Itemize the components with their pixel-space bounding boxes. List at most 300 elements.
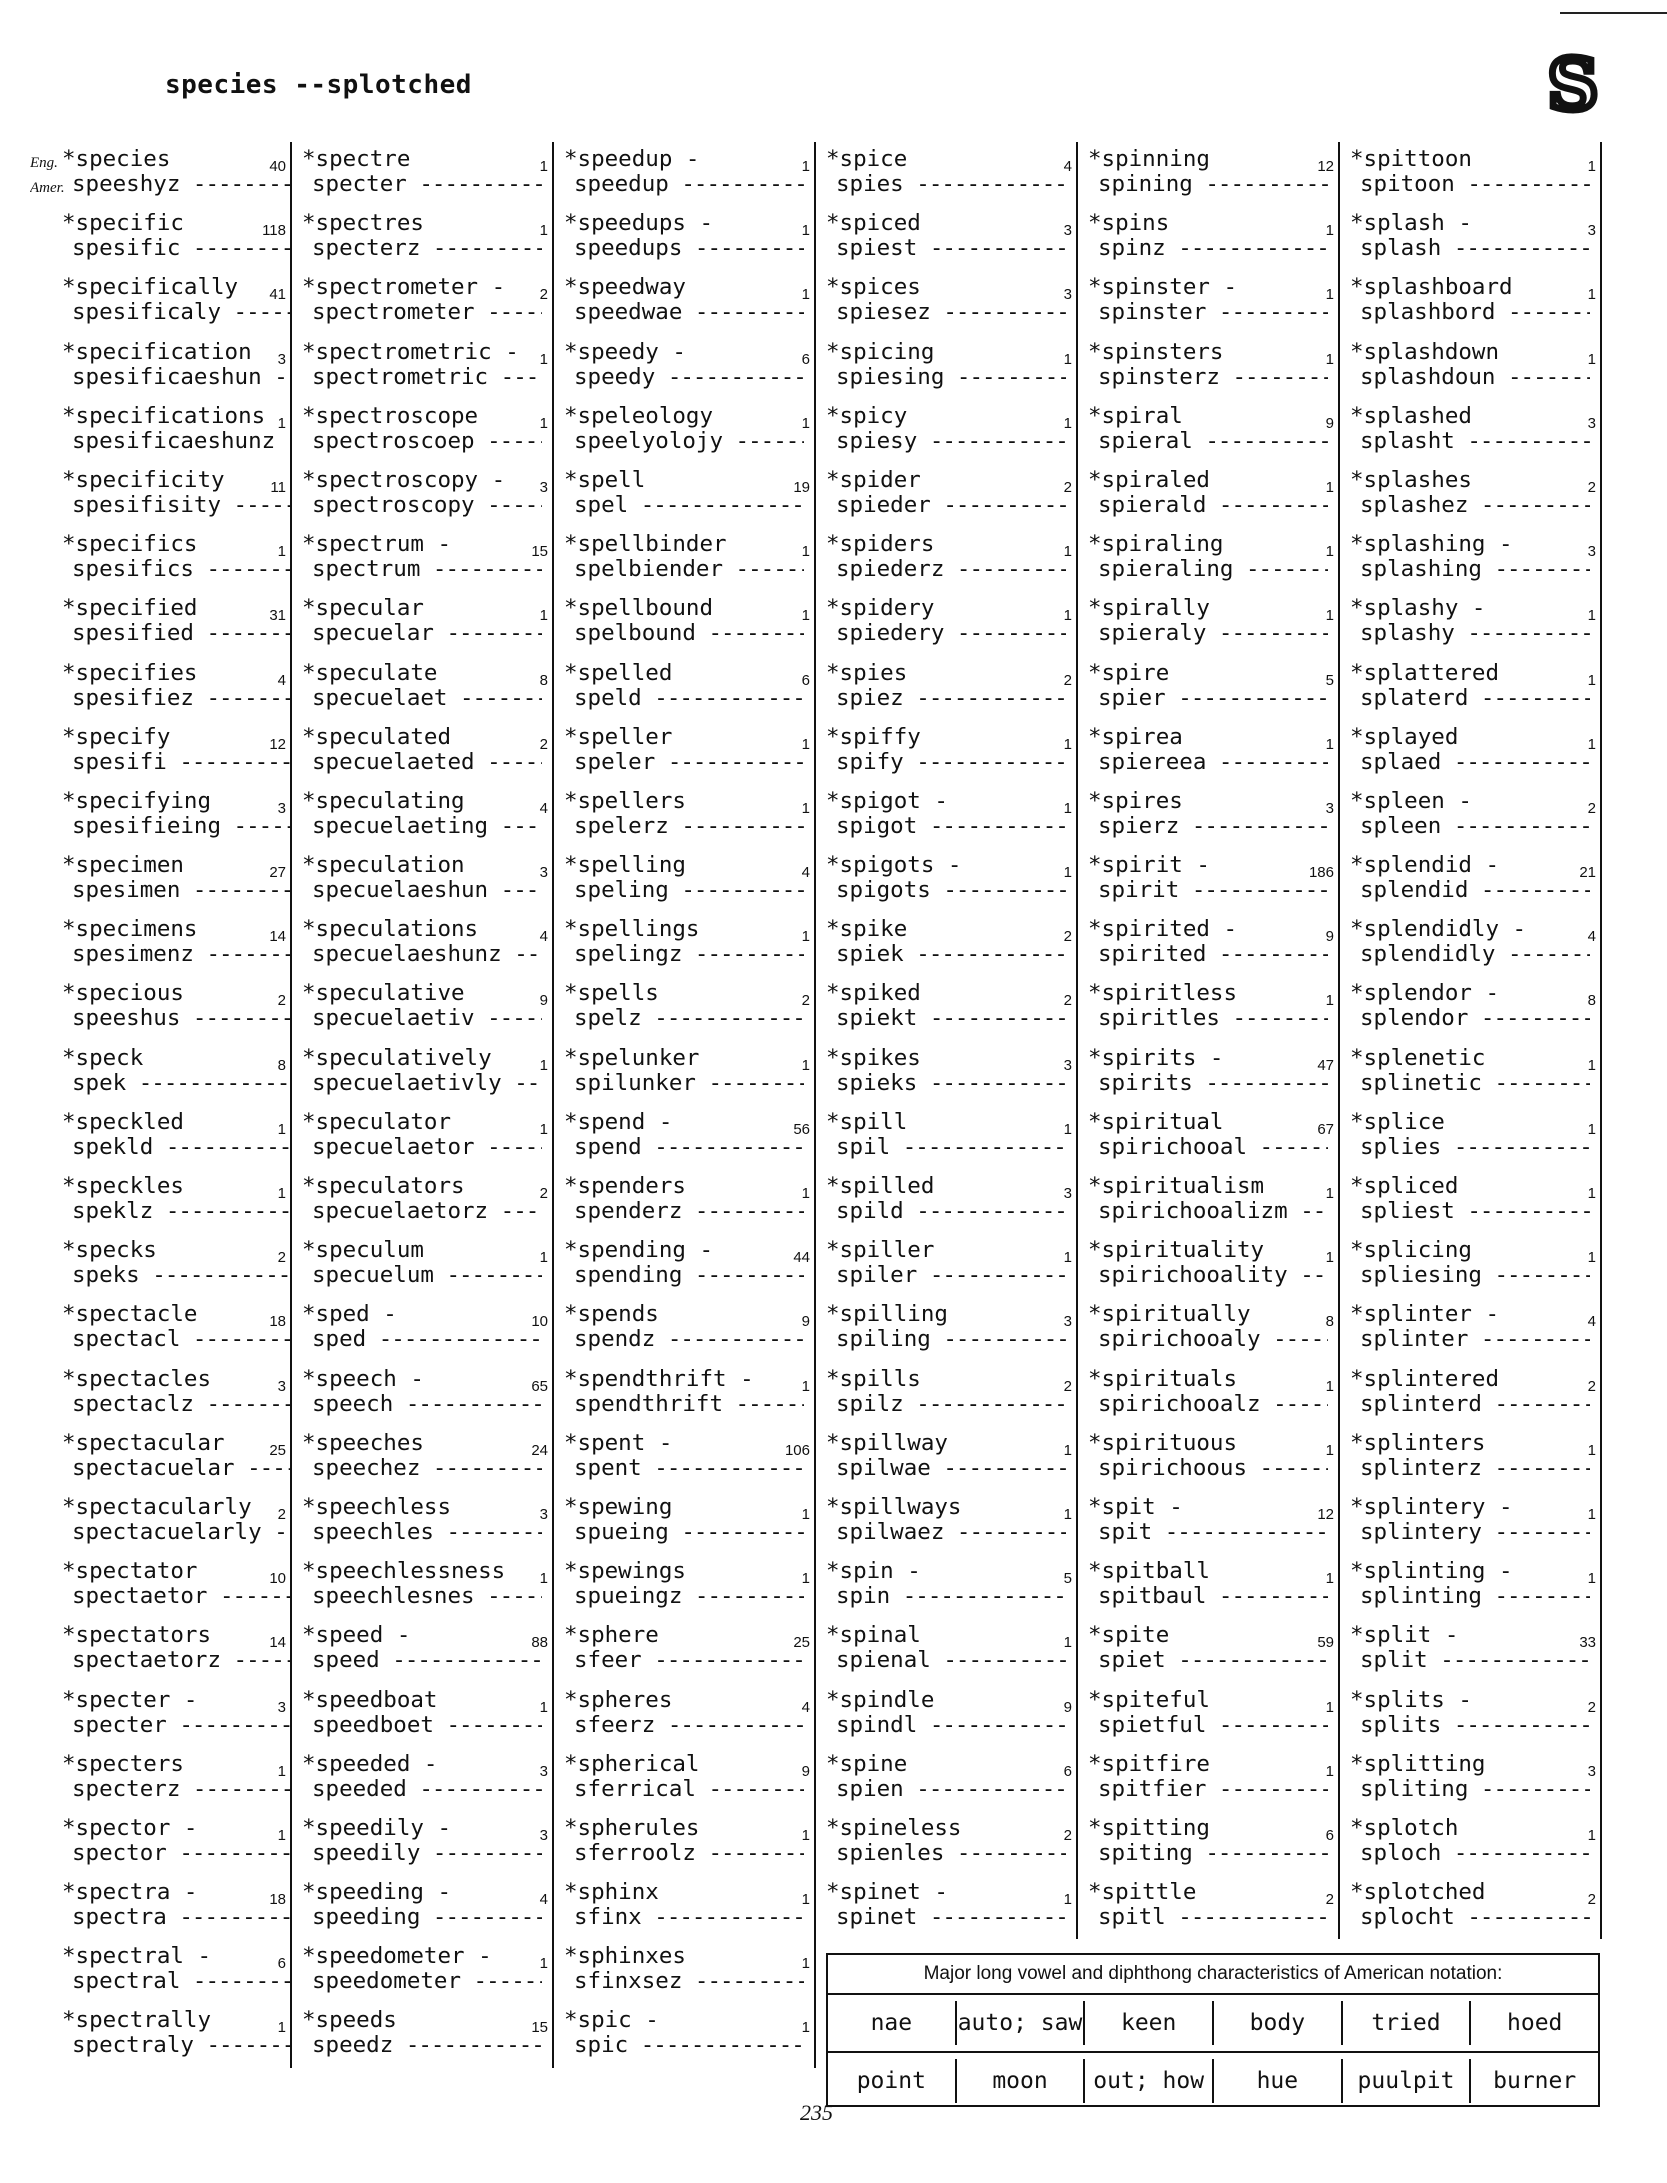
entry-word: *specifically bbox=[62, 274, 239, 301]
entry-notation: sfinxsez ----- bbox=[574, 1968, 804, 1994]
dictionary-entry bbox=[30, 1297, 292, 1361]
entry-count: 9 bbox=[1325, 928, 1334, 946]
entry-count: 3 bbox=[1587, 222, 1596, 240]
entry-word: *spectacle bbox=[62, 1301, 198, 1328]
entry-word: *specious bbox=[62, 980, 184, 1007]
entry-word: *splenetic bbox=[1350, 1044, 1486, 1071]
dictionary-entry bbox=[1340, 335, 1602, 399]
entry-word: *spenders bbox=[564, 1173, 686, 1199]
dictionary-entry bbox=[30, 1747, 292, 1811]
entry-word: *specimens bbox=[62, 916, 198, 943]
entry-notation: spesifisity ----- bbox=[72, 492, 292, 518]
dictionary-entry bbox=[292, 1683, 554, 1747]
entry-count: 186 bbox=[1308, 864, 1334, 882]
entry-count: 1 bbox=[801, 543, 810, 561]
entry-notation: splashbord ----- bbox=[1360, 299, 1590, 325]
entry-notation: splashing ----- bbox=[1360, 556, 1590, 582]
dictionary-entry bbox=[292, 976, 554, 1040]
entry-notation: spitfier ----- bbox=[1098, 1776, 1328, 1802]
entry-count: 1 bbox=[1063, 350, 1072, 368]
entry-word: *spectroscope bbox=[302, 402, 479, 429]
dictionary-entry bbox=[1340, 1554, 1602, 1618]
entry-count: 1 bbox=[539, 1056, 548, 1074]
entry-count: 3 bbox=[539, 1762, 548, 1780]
entry-count: 1 bbox=[1587, 1249, 1596, 1267]
entry-word: *specified bbox=[62, 595, 198, 622]
entry-notation: spic ----- bbox=[574, 2032, 804, 2058]
entry-notation: sferrical ----- bbox=[574, 1776, 804, 1802]
dictionary-entry bbox=[816, 1233, 1078, 1297]
entry-word: *speculatively bbox=[302, 1044, 492, 1071]
entry-word: *splashing - bbox=[1350, 531, 1513, 558]
dictionary-entry bbox=[1078, 1169, 1340, 1233]
entry-count: 8 bbox=[277, 1056, 286, 1074]
entry-count: 1 bbox=[801, 1377, 810, 1395]
entry-word: *speleology bbox=[564, 402, 714, 429]
entry-count: 2 bbox=[277, 992, 286, 1010]
section-letter-mark: S bbox=[1547, 43, 1599, 126]
entry-word: *spider bbox=[826, 466, 921, 493]
entry-notation: speklz ----- bbox=[72, 1198, 292, 1224]
entry-count: 5 bbox=[1063, 1570, 1072, 1588]
page-header: species --splotched bbox=[165, 70, 472, 100]
entry-notation: splintery ----- bbox=[1360, 1519, 1590, 1545]
entry-count: 18 bbox=[269, 1313, 286, 1331]
entry-count: 9 bbox=[1063, 1698, 1072, 1716]
entry-notation: spectrum ----- bbox=[312, 556, 542, 582]
entry-notation: spilwae ----- bbox=[836, 1455, 1066, 1481]
dictionary-entry bbox=[816, 591, 1078, 655]
entry-notation: spent ----- bbox=[574, 1455, 804, 1481]
entry-notation: sfeerz ----- bbox=[574, 1712, 804, 1738]
dictionary-entry bbox=[554, 527, 816, 591]
dictionary-entry bbox=[1078, 206, 1340, 270]
dictionary-entry bbox=[816, 976, 1078, 1040]
lang-tag-english: Eng. bbox=[30, 155, 58, 171]
entry-notation: spek ----- bbox=[72, 1070, 292, 1096]
entry-word: *specifies bbox=[62, 659, 198, 686]
entry-word: *spidery bbox=[826, 595, 935, 622]
entry-notation: spil ----- bbox=[836, 1134, 1066, 1160]
entry-count: 3 bbox=[539, 1505, 548, 1523]
entry-word: *spindle bbox=[826, 1686, 935, 1713]
entry-count: 9 bbox=[539, 992, 548, 1010]
dictionary-entry bbox=[292, 848, 554, 912]
entry-count: 9 bbox=[1325, 414, 1334, 432]
entry-notation: spiritles ----- bbox=[1098, 1005, 1328, 1031]
legend-example: puulpit bbox=[1343, 2059, 1472, 2103]
entry-notation: spify ----- bbox=[836, 749, 1066, 775]
entry-word: *splashed bbox=[1350, 402, 1472, 429]
dictionary-entry bbox=[292, 463, 554, 527]
entry-word: *speed - bbox=[302, 1622, 411, 1649]
entry-count: 4 bbox=[1063, 158, 1072, 175]
dictionary-entry bbox=[30, 142, 292, 206]
dictionary-entry bbox=[292, 1105, 554, 1169]
entry-count: 2 bbox=[539, 735, 548, 753]
entry-count: 67 bbox=[1317, 1120, 1334, 1138]
entry-word: *splits - bbox=[1350, 1686, 1472, 1713]
entry-count: 4 bbox=[1587, 1313, 1596, 1331]
entry-count: 1 bbox=[277, 1120, 286, 1138]
entry-count: 3 bbox=[1063, 1056, 1072, 1074]
entry-notation: splashez ----- bbox=[1360, 492, 1590, 518]
entry-word: *spitball bbox=[1088, 1558, 1210, 1585]
dictionary-entry bbox=[554, 656, 816, 720]
entry-word: *spike bbox=[826, 916, 908, 943]
dictionary-entry bbox=[1340, 142, 1602, 206]
entry-notation: spirichooalizm ----- bbox=[1098, 1198, 1328, 1224]
entry-notation: split ----- bbox=[1360, 1647, 1590, 1673]
legend-title: Major long vowel and diphthong characteristics of American notation: bbox=[828, 1955, 1598, 1995]
dictionary-entry bbox=[554, 1169, 816, 1233]
entry-count: 1 bbox=[277, 1762, 286, 1780]
dictionary-entry bbox=[816, 784, 1078, 848]
entry-word: *spiteful bbox=[1088, 1686, 1210, 1713]
entry-count: 25 bbox=[269, 1441, 286, 1459]
dictionary-entry bbox=[292, 1747, 554, 1811]
legend-example: hoed bbox=[1507, 2010, 1563, 2036]
entry-count: 6 bbox=[277, 1955, 286, 1973]
entry-notation: speeshus ----- bbox=[72, 1005, 292, 1031]
entry-count: 1 bbox=[1587, 350, 1596, 368]
entry-word: *spiral bbox=[1088, 402, 1183, 429]
entry-notation: spinet ----- bbox=[836, 1904, 1066, 1930]
dictionary-entry bbox=[816, 1618, 1078, 1682]
dictionary-entry bbox=[1340, 399, 1602, 463]
dictionary-entry bbox=[1078, 1233, 1340, 1297]
entry-notation: spectacl ----- bbox=[72, 1326, 292, 1352]
entry-count: 2 bbox=[1063, 1377, 1072, 1395]
dictionary-entry bbox=[1078, 1811, 1340, 1875]
entry-word: *spicy bbox=[826, 402, 908, 429]
entry-notation: spien ----- bbox=[836, 1776, 1066, 1802]
entry-notation: speedups ----- bbox=[574, 235, 804, 261]
entry-notation: splies ----- bbox=[1360, 1134, 1590, 1160]
entry-notation: spieder ----- bbox=[836, 492, 1066, 518]
entry-count: 10 bbox=[531, 1313, 548, 1331]
entry-notation: spliesing ----- bbox=[1360, 1262, 1590, 1288]
entry-word: *spelunker bbox=[564, 1044, 700, 1071]
entry-count: 1 bbox=[801, 1955, 810, 1973]
entry-word: *splice bbox=[1350, 1108, 1445, 1135]
dictionary-entry bbox=[816, 335, 1078, 399]
dictionary-entry bbox=[816, 1169, 1078, 1233]
entry-word: *spic - bbox=[564, 2007, 659, 2034]
entry-count: 4 bbox=[1587, 928, 1596, 946]
dictionary-entry bbox=[554, 399, 816, 463]
entry-word: *spectacles bbox=[62, 1365, 212, 1392]
entry-count: 1 bbox=[1587, 1826, 1596, 1844]
entry-word: *spine bbox=[826, 1750, 908, 1777]
entry-notation: spieraly ----- bbox=[1098, 620, 1328, 646]
entry-word: *spire bbox=[1088, 659, 1170, 686]
entry-count: 1 bbox=[801, 1056, 810, 1074]
entry-word: *speculum bbox=[302, 1237, 424, 1264]
dictionary-entry bbox=[1078, 527, 1340, 591]
entry-word: *spittoon bbox=[1350, 146, 1472, 172]
dictionary-entry bbox=[1340, 848, 1602, 912]
dictionary-entry bbox=[1340, 1233, 1602, 1297]
entry-notation: spel ----- bbox=[574, 492, 804, 518]
dictionary-entry bbox=[30, 1490, 292, 1554]
entry-count: 118 bbox=[262, 222, 286, 240]
entry-notation: splendid ----- bbox=[1360, 877, 1590, 903]
entry-notation: spesificaeshunz ----- bbox=[72, 428, 292, 454]
dictionary-entry bbox=[816, 1041, 1078, 1105]
entry-notation: spinz ----- bbox=[1098, 235, 1328, 261]
dictionary-entry bbox=[292, 1297, 554, 1361]
entry-count: 1 bbox=[1325, 350, 1334, 368]
entry-word: *speculation bbox=[302, 852, 465, 879]
dictionary-entry bbox=[292, 591, 554, 655]
entry-word: *speeded - bbox=[302, 1750, 438, 1777]
entry-notation: spitl ----- bbox=[1098, 1904, 1328, 1930]
entry-word: *speech - bbox=[302, 1365, 424, 1392]
entry-notation: speed ----- bbox=[312, 1647, 542, 1673]
entry-word: *speedboat bbox=[302, 1686, 438, 1713]
entry-count: 1 bbox=[539, 1698, 548, 1716]
entry-count: 1 bbox=[1587, 1441, 1596, 1459]
entry-count: 2 bbox=[277, 1505, 286, 1523]
entry-notation: splash ----- bbox=[1360, 235, 1590, 261]
entry-word: *speckles bbox=[62, 1173, 184, 1199]
entry-word: *splitting bbox=[1350, 1750, 1486, 1777]
dictionary-entry bbox=[554, 1747, 816, 1811]
entry-word: *spigots - bbox=[826, 852, 962, 879]
entry-word: *spit - bbox=[1088, 1493, 1183, 1520]
entry-notation: spigots ----- bbox=[836, 877, 1066, 903]
dictionary-entry bbox=[1340, 1362, 1602, 1426]
entry-count: 1 bbox=[539, 414, 548, 432]
entry-word: *spill bbox=[826, 1108, 908, 1135]
entry-count: 3 bbox=[539, 1826, 548, 1844]
dictionary-entry bbox=[1078, 591, 1340, 655]
entry-word: *spillway bbox=[826, 1429, 948, 1456]
entry-notation: speks ----- bbox=[72, 1262, 292, 1288]
entry-count: 1 bbox=[539, 1120, 548, 1138]
entry-count: 1 bbox=[801, 928, 810, 946]
entry-word: *spectacular bbox=[62, 1429, 225, 1456]
dictionary-entry bbox=[554, 1233, 816, 1297]
entry-count: 9 bbox=[801, 1313, 810, 1331]
entry-notation: speelyolojy ----- bbox=[574, 428, 804, 454]
entry-word: *speculator bbox=[302, 1108, 452, 1135]
entry-notation: splashdoun ----- bbox=[1360, 364, 1590, 390]
entry-notation: spild ----- bbox=[836, 1198, 1066, 1224]
entry-count: 1 bbox=[801, 286, 810, 304]
entry-notation: spilunker ----- bbox=[574, 1070, 804, 1096]
entry-word: *specificity bbox=[62, 466, 225, 493]
entry-word: *spices bbox=[826, 274, 921, 301]
entry-notation: spelerz ----- bbox=[574, 813, 804, 839]
entry-count: 59 bbox=[1317, 1634, 1334, 1652]
entry-count: 10 bbox=[269, 1570, 286, 1588]
entry-notation: specuelaetivly ----- bbox=[312, 1070, 542, 1096]
page-number: 235 bbox=[800, 2100, 833, 2125]
dictionary-entry bbox=[1340, 656, 1602, 720]
entry-word: *spinning bbox=[1088, 146, 1210, 172]
entry-count: 2 bbox=[277, 1249, 286, 1267]
entry-word: *spectators bbox=[62, 1622, 212, 1649]
entry-notation: spirited ----- bbox=[1098, 941, 1328, 967]
entry-notation: spiedery ----- bbox=[836, 620, 1066, 646]
dictionary-entry bbox=[30, 1939, 292, 2003]
entry-notation: spleen ----- bbox=[1360, 813, 1590, 839]
entry-word: *spins bbox=[1088, 210, 1170, 237]
dictionary-entry bbox=[30, 1875, 292, 1939]
entry-word: *speechlessness bbox=[302, 1558, 506, 1585]
entry-notation: spesifics ----- bbox=[72, 556, 292, 582]
entry-word: *splayed bbox=[1350, 723, 1459, 750]
entry-notation: spilwaez ----- bbox=[836, 1519, 1066, 1545]
entry-word: *spires bbox=[1088, 787, 1183, 814]
entry-count: 1 bbox=[801, 222, 810, 240]
entry-notation: spekld ----- bbox=[72, 1134, 292, 1160]
dictionary-entry bbox=[816, 1426, 1078, 1490]
entry-count: 3 bbox=[1063, 286, 1072, 304]
dictionary-entry bbox=[554, 1426, 816, 1490]
dictionary-entry bbox=[30, 1362, 292, 1426]
entry-notation: spilz ----- bbox=[836, 1391, 1066, 1417]
entry-word: *splattered bbox=[1350, 659, 1500, 686]
entry-count: 1 bbox=[1325, 1377, 1334, 1395]
entry-count: 12 bbox=[1317, 1505, 1334, 1523]
entry-count: 2 bbox=[801, 992, 810, 1010]
entry-word: *spectrometric - bbox=[302, 338, 519, 365]
entry-word: *spiffy bbox=[826, 723, 921, 750]
entry-count: 14 bbox=[269, 1634, 286, 1652]
entry-notation: speeded ----- bbox=[312, 1776, 542, 1802]
entry-count: 1 bbox=[1063, 864, 1072, 882]
entry-word: *spellbinder bbox=[564, 531, 727, 558]
entry-notation: spectacuelarly ----- bbox=[72, 1519, 292, 1545]
entry-notation: splaed ----- bbox=[1360, 749, 1590, 775]
entry-notation: specuelum ----- bbox=[312, 1262, 542, 1288]
entry-word: *spellings bbox=[564, 916, 700, 943]
entry-count: 18 bbox=[269, 1891, 286, 1909]
entry-notation: spiesez ----- bbox=[836, 299, 1066, 325]
dictionary-entry bbox=[30, 399, 292, 463]
entry-count: 1 bbox=[277, 1185, 286, 1202]
entry-count: 2 bbox=[1325, 1891, 1334, 1909]
dictionary-entry bbox=[30, 1811, 292, 1875]
dictionary-entry bbox=[1078, 720, 1340, 784]
entry-count: 1 bbox=[539, 222, 548, 240]
entry-word: *spirited - bbox=[1088, 916, 1238, 943]
entry-count: 1 bbox=[1063, 1505, 1072, 1523]
entry-notation: spueing ----- bbox=[574, 1519, 804, 1545]
entry-notation: spitoon ----- bbox=[1360, 171, 1590, 197]
dictionary-entry bbox=[816, 1875, 1078, 1939]
dictionary-entry bbox=[1078, 848, 1340, 912]
dictionary-entry bbox=[1078, 1105, 1340, 1169]
entry-word: *splashes bbox=[1350, 466, 1472, 493]
dictionary-entry bbox=[816, 527, 1078, 591]
entry-word: *spills bbox=[826, 1365, 921, 1392]
entry-count: 88 bbox=[531, 1634, 548, 1652]
dictionary-entry bbox=[1078, 912, 1340, 976]
entry-count: 1 bbox=[801, 2019, 810, 2037]
entry-notation: spesimen ----- bbox=[72, 877, 292, 903]
dictionary-entry bbox=[554, 1105, 816, 1169]
entry-word: *spiritually bbox=[1088, 1301, 1251, 1328]
entry-notation: spit ----- bbox=[1098, 1519, 1328, 1545]
entry-word: *spellers bbox=[564, 787, 686, 814]
entry-count: 2 bbox=[1587, 1377, 1596, 1395]
dictionary-entry bbox=[816, 912, 1078, 976]
entry-word: *spiritless bbox=[1088, 980, 1238, 1007]
dictionary-entry bbox=[554, 1554, 816, 1618]
entry-notation: spirichoous ----- bbox=[1098, 1455, 1328, 1481]
entry-word: *spittle bbox=[1088, 1879, 1197, 1906]
entry-notation: splashy ----- bbox=[1360, 620, 1590, 646]
entry-notation: specuelaeting ----- bbox=[312, 813, 542, 839]
entry-notation: specterz ----- bbox=[312, 235, 542, 261]
entry-notation: spiekt ----- bbox=[836, 1005, 1066, 1031]
dictionary-entry bbox=[1078, 784, 1340, 848]
entry-word: *spies bbox=[826, 659, 908, 686]
dictionary-entry bbox=[1078, 1683, 1340, 1747]
entry-count: 8 bbox=[1587, 992, 1596, 1010]
entry-word: *spends bbox=[564, 1301, 659, 1328]
entry-word: *spilling bbox=[826, 1301, 948, 1328]
entry-word: *specifications bbox=[62, 402, 266, 429]
dictionary-entry bbox=[816, 656, 1078, 720]
dictionary-entry bbox=[292, 142, 554, 206]
dictionary-entry bbox=[1340, 206, 1602, 270]
entry-notation: splendidly ----- bbox=[1360, 941, 1590, 967]
entry-word: *spherules bbox=[564, 1814, 700, 1841]
dictionary-entry bbox=[1078, 1297, 1340, 1361]
entry-count: 65 bbox=[531, 1377, 548, 1395]
dictionary-entry bbox=[30, 912, 292, 976]
entry-word: *speeding - bbox=[302, 1879, 452, 1906]
dictionary-entry bbox=[292, 1490, 554, 1554]
dictionary-entry bbox=[1078, 142, 1340, 206]
entry-count: 1 bbox=[1063, 1891, 1072, 1909]
entry-count: 2 bbox=[1063, 478, 1072, 496]
entry-count: 106 bbox=[784, 1441, 810, 1459]
legend-example: body bbox=[1214, 2001, 1343, 2045]
entry-word: *spite bbox=[1088, 1622, 1170, 1649]
entry-notation: spectaetor ----- bbox=[72, 1583, 292, 1609]
entry-word: *splashdown bbox=[1350, 338, 1500, 365]
entry-word: *specify bbox=[62, 723, 171, 750]
dictionary-entry bbox=[30, 1618, 292, 1682]
dictionary-entry bbox=[1340, 1618, 1602, 1682]
entry-word: *specification bbox=[62, 338, 252, 365]
entry-notation: spiez ----- bbox=[836, 685, 1066, 711]
entry-count: 1 bbox=[1063, 735, 1072, 753]
entry-notation: spiest ----- bbox=[836, 235, 1066, 261]
entry-word: *spitting bbox=[1088, 1814, 1210, 1841]
entry-notation: spesificaly ----- bbox=[72, 299, 292, 325]
entry-count: 1 bbox=[277, 2019, 286, 2037]
dictionary-entry bbox=[292, 1618, 554, 1682]
entry-notation: splinterz ----- bbox=[1360, 1455, 1590, 1481]
entry-notation: specuelaetor ----- bbox=[312, 1134, 542, 1160]
entry-notation: sfeer ----- bbox=[574, 1647, 804, 1673]
entry-notation: spesifi ----- bbox=[72, 749, 292, 775]
dictionary-entry bbox=[1078, 399, 1340, 463]
dictionary-entry bbox=[1340, 1169, 1602, 1233]
entry-count: 12 bbox=[269, 735, 286, 753]
entry-notation: spliest ----- bbox=[1360, 1198, 1590, 1224]
entry-word: *spectacularly bbox=[62, 1493, 252, 1520]
entry-word: *speedups - bbox=[564, 210, 714, 237]
entry-word: *splotch bbox=[1350, 1814, 1459, 1841]
